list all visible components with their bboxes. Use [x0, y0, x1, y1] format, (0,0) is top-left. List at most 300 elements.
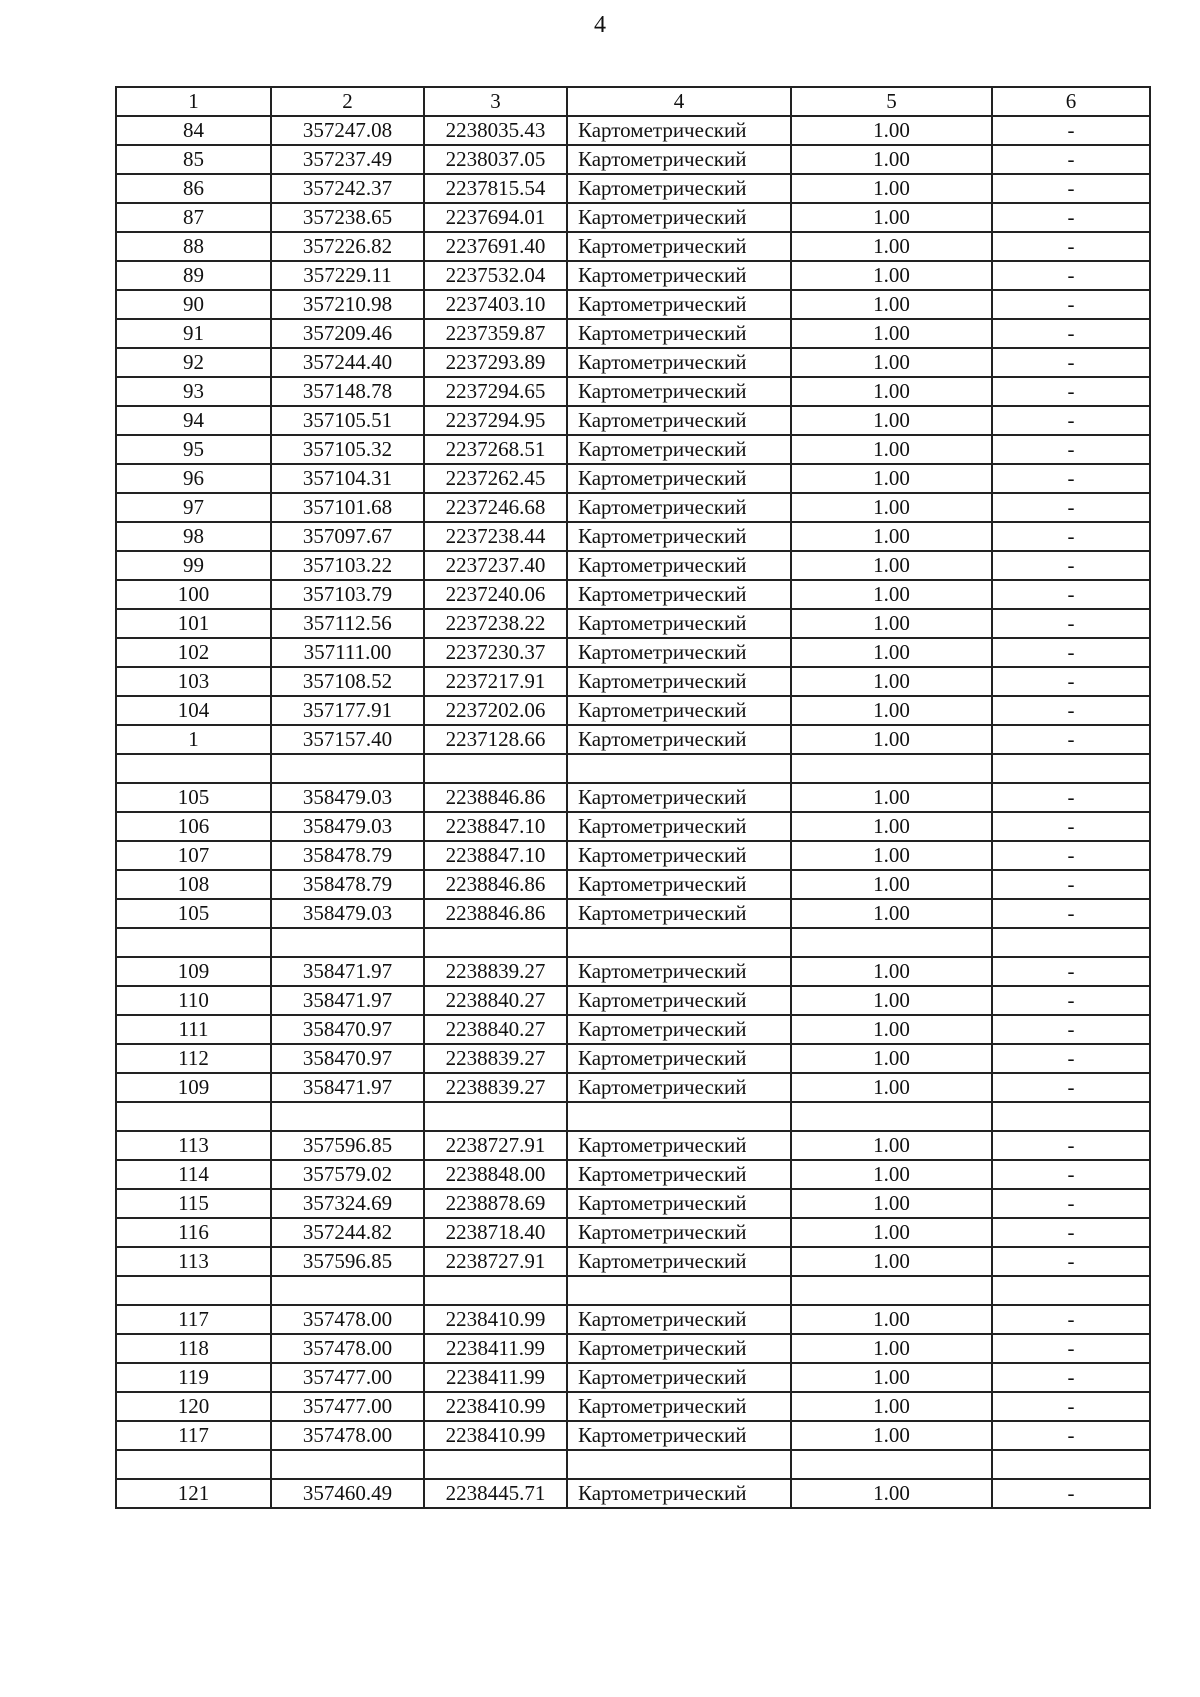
y-coordinate-cell: 2237262.45: [424, 464, 567, 493]
y-coordinate-cell: 2238411.99: [424, 1334, 567, 1363]
x-coordinate-cell: 358478.79: [271, 841, 424, 870]
accuracy-cell: [791, 1276, 992, 1305]
point-number-cell: 101: [116, 609, 271, 638]
point-number-cell: 98: [116, 522, 271, 551]
y-coordinate-cell: 2238718.40: [424, 1218, 567, 1247]
point-number-cell: 111: [116, 1015, 271, 1044]
point-number-cell: 117: [116, 1305, 271, 1334]
description-cell: -: [992, 290, 1150, 319]
y-coordinate-cell: 2237246.68: [424, 493, 567, 522]
method-cell: Картометрический: [567, 1189, 791, 1218]
y-coordinate-cell: 2238839.27: [424, 1044, 567, 1073]
x-coordinate-cell: 357157.40: [271, 725, 424, 754]
y-coordinate-cell: 2237268.51: [424, 435, 567, 464]
description-cell: -: [992, 986, 1150, 1015]
separator-row: [116, 1450, 1150, 1479]
accuracy-cell: [791, 928, 992, 957]
description-cell: -: [992, 1421, 1150, 1450]
method-cell: Картометрический: [567, 957, 791, 986]
table-row: [116, 609, 1150, 638]
table-row: [116, 290, 1150, 319]
table-row: [116, 1421, 1150, 1450]
method-cell: Картометрический: [567, 1305, 791, 1334]
y-coordinate-cell: 2237532.04: [424, 261, 567, 290]
description-cell: -: [992, 116, 1150, 145]
point-number-cell: 109: [116, 1073, 271, 1102]
accuracy-cell: 1.00: [791, 522, 992, 551]
x-coordinate-cell: 357229.11: [271, 261, 424, 290]
table-row: [116, 116, 1150, 145]
y-coordinate-cell: 2238410.99: [424, 1392, 567, 1421]
table-row: [116, 1247, 1150, 1276]
description-cell: -: [992, 725, 1150, 754]
point-number-cell: [116, 754, 271, 783]
table-row: [116, 667, 1150, 696]
accuracy-cell: 1.00: [791, 1421, 992, 1450]
accuracy-cell: 1.00: [791, 899, 992, 928]
accuracy-cell: 1.00: [791, 638, 992, 667]
x-coordinate-cell: 357237.49: [271, 145, 424, 174]
x-coordinate-cell: 358479.03: [271, 899, 424, 928]
x-coordinate-cell: 357244.82: [271, 1218, 424, 1247]
description-cell: -: [992, 1044, 1150, 1073]
x-coordinate-cell: 357460.49: [271, 1479, 424, 1508]
accuracy-cell: 1.00: [791, 812, 992, 841]
table-row: [116, 638, 1150, 667]
point-number-cell: 113: [116, 1247, 271, 1276]
accuracy-cell: 1.00: [791, 957, 992, 986]
x-coordinate-cell: 357112.56: [271, 609, 424, 638]
description-cell: -: [992, 1392, 1150, 1421]
y-coordinate-cell: 2238727.91: [424, 1247, 567, 1276]
y-coordinate-cell: 2237294.95: [424, 406, 567, 435]
point-number-cell: 109: [116, 957, 271, 986]
method-cell: Картометрический: [567, 609, 791, 638]
point-number-cell: [116, 1102, 271, 1131]
accuracy-cell: 1.00: [791, 1479, 992, 1508]
x-coordinate-cell: 357247.08: [271, 116, 424, 145]
table-row: [116, 1073, 1150, 1102]
point-number-cell: 90: [116, 290, 271, 319]
accuracy-cell: 1.00: [791, 783, 992, 812]
accuracy-cell: 1.00: [791, 493, 992, 522]
y-coordinate-cell: 2237237.40: [424, 551, 567, 580]
point-number-cell: 107: [116, 841, 271, 870]
point-number-cell: 1: [116, 725, 271, 754]
x-coordinate-cell: 357238.65: [271, 203, 424, 232]
accuracy-cell: 1.00: [791, 145, 992, 174]
point-number-cell: 117: [116, 1421, 271, 1450]
description-cell: -: [992, 812, 1150, 841]
description-cell: -: [992, 145, 1150, 174]
accuracy-cell: [791, 1450, 992, 1479]
point-number-cell: 114: [116, 1160, 271, 1189]
method-cell: Картометрический: [567, 1334, 791, 1363]
point-number-cell: 104: [116, 696, 271, 725]
table-row: [116, 1189, 1150, 1218]
x-coordinate-cell: 357478.00: [271, 1334, 424, 1363]
table-row: [116, 1218, 1150, 1247]
y-coordinate-cell: 2238846.86: [424, 870, 567, 899]
method-cell: Картометрический: [567, 1363, 791, 1392]
y-coordinate-cell: 2237815.54: [424, 174, 567, 203]
x-coordinate-cell: 357177.91: [271, 696, 424, 725]
method-cell: Картометрический: [567, 145, 791, 174]
point-number-cell: [116, 1276, 271, 1305]
x-coordinate-cell: 357104.31: [271, 464, 424, 493]
point-number-cell: 84: [116, 116, 271, 145]
x-coordinate-cell: [271, 1450, 424, 1479]
description-cell: -: [992, 319, 1150, 348]
x-coordinate-cell: 357101.68: [271, 493, 424, 522]
method-cell: Картометрический: [567, 841, 791, 870]
y-coordinate-cell: 2237230.37: [424, 638, 567, 667]
y-coordinate-cell: 2237217.91: [424, 667, 567, 696]
x-coordinate-cell: 357324.69: [271, 1189, 424, 1218]
y-coordinate-cell: 2238410.99: [424, 1421, 567, 1450]
point-number-cell: [116, 928, 271, 957]
description-cell: -: [992, 1218, 1150, 1247]
table-body: [116, 87, 1150, 1508]
y-coordinate-cell: 2237202.06: [424, 696, 567, 725]
description-cell: -: [992, 696, 1150, 725]
x-coordinate-cell: 358471.97: [271, 957, 424, 986]
table-row: [116, 1015, 1150, 1044]
method-cell: Картометрический: [567, 522, 791, 551]
description-cell: -: [992, 1247, 1150, 1276]
y-coordinate-cell: 2238848.00: [424, 1160, 567, 1189]
y-coordinate-cell: 2238847.10: [424, 812, 567, 841]
method-cell: Картометрический: [567, 1160, 791, 1189]
accuracy-cell: 1.00: [791, 116, 992, 145]
point-number-cell: 88: [116, 232, 271, 261]
description-cell: -: [992, 551, 1150, 580]
table-row: [116, 145, 1150, 174]
method-cell: Картометрический: [567, 1073, 791, 1102]
description-cell: -: [992, 957, 1150, 986]
description-cell: -: [992, 348, 1150, 377]
accuracy-cell: 1.00: [791, 696, 992, 725]
method-cell: Картометрический: [567, 435, 791, 464]
accuracy-cell: 1.00: [791, 1131, 992, 1160]
description-cell: -: [992, 261, 1150, 290]
point-number-cell: 99: [116, 551, 271, 580]
description-cell: -: [992, 203, 1150, 232]
accuracy-cell: 1.00: [791, 1305, 992, 1334]
y-coordinate-cell: 2238445.71: [424, 1479, 567, 1508]
point-number-cell: 95: [116, 435, 271, 464]
table-row: [116, 986, 1150, 1015]
table-row: [116, 406, 1150, 435]
point-number-cell: 91: [116, 319, 271, 348]
point-number-cell: 96: [116, 464, 271, 493]
accuracy-cell: 1.00: [791, 667, 992, 696]
table-row: [116, 261, 1150, 290]
table-row: [116, 696, 1150, 725]
point-number-cell: 102: [116, 638, 271, 667]
method-cell: Картометрический: [567, 1479, 791, 1508]
method-cell: Картометрический: [567, 203, 791, 232]
description-cell: [992, 754, 1150, 783]
accuracy-cell: 1.00: [791, 1247, 992, 1276]
method-cell: Картометрический: [567, 1392, 791, 1421]
y-coordinate-cell: 2237294.65: [424, 377, 567, 406]
description-cell: [992, 928, 1150, 957]
header-cell: 3: [424, 87, 567, 116]
method-cell: Картометрический: [567, 783, 791, 812]
y-coordinate-cell: 2238411.99: [424, 1363, 567, 1392]
separator-row: [116, 754, 1150, 783]
description-cell: -: [992, 1189, 1150, 1218]
accuracy-cell: 1.00: [791, 841, 992, 870]
y-coordinate-cell: 2238878.69: [424, 1189, 567, 1218]
table-row: [116, 377, 1150, 406]
description-cell: -: [992, 1073, 1150, 1102]
y-coordinate-cell: 2238846.86: [424, 899, 567, 928]
table-row: [116, 580, 1150, 609]
table-row: [116, 174, 1150, 203]
y-coordinate-cell: 2238847.10: [424, 841, 567, 870]
point-number-cell: 97: [116, 493, 271, 522]
table-row: [116, 1044, 1150, 1073]
accuracy-cell: 1.00: [791, 261, 992, 290]
method-cell: [567, 754, 791, 783]
header-cell: 2: [271, 87, 424, 116]
accuracy-cell: 1.00: [791, 1160, 992, 1189]
header-cell: 4: [567, 87, 791, 116]
x-coordinate-cell: 357111.00: [271, 638, 424, 667]
method-cell: Картометрический: [567, 464, 791, 493]
accuracy-cell: 1.00: [791, 1218, 992, 1247]
x-coordinate-cell: 357103.79: [271, 580, 424, 609]
x-coordinate-cell: [271, 928, 424, 957]
method-cell: Картометрический: [567, 493, 791, 522]
table-row: [116, 232, 1150, 261]
point-number-cell: 86: [116, 174, 271, 203]
table-row: [116, 435, 1150, 464]
table-row: [116, 812, 1150, 841]
y-coordinate-cell: 2238840.27: [424, 1015, 567, 1044]
method-cell: Картометрический: [567, 1044, 791, 1073]
description-cell: -: [992, 232, 1150, 261]
method-cell: Картометрический: [567, 319, 791, 348]
header-cell: 1: [116, 87, 271, 116]
point-number-cell: 119: [116, 1363, 271, 1392]
accuracy-cell: 1.00: [791, 1363, 992, 1392]
x-coordinate-cell: 358479.03: [271, 812, 424, 841]
accuracy-cell: 1.00: [791, 435, 992, 464]
accuracy-cell: 1.00: [791, 319, 992, 348]
y-coordinate-cell: 2238410.99: [424, 1305, 567, 1334]
table-row: [116, 1392, 1150, 1421]
method-cell: Картометрический: [567, 116, 791, 145]
x-coordinate-cell: 357105.51: [271, 406, 424, 435]
point-number-cell: 92: [116, 348, 271, 377]
description-cell: -: [992, 377, 1150, 406]
point-number-cell: 87: [116, 203, 271, 232]
point-number-cell: 85: [116, 145, 271, 174]
table-row: [116, 551, 1150, 580]
accuracy-cell: 1.00: [791, 580, 992, 609]
point-number-cell: 110: [116, 986, 271, 1015]
method-cell: Картометрический: [567, 551, 791, 580]
table-row: [116, 1131, 1150, 1160]
description-cell: -: [992, 899, 1150, 928]
table-row: [116, 348, 1150, 377]
method-cell: Картометрический: [567, 899, 791, 928]
page-number: 4: [594, 12, 606, 38]
y-coordinate-cell: 2238839.27: [424, 1073, 567, 1102]
method-cell: Картометрический: [567, 667, 791, 696]
point-number-cell: 106: [116, 812, 271, 841]
method-cell: Картометрический: [567, 725, 791, 754]
description-cell: -: [992, 435, 1150, 464]
x-coordinate-cell: 357210.98: [271, 290, 424, 319]
method-cell: Картометрический: [567, 174, 791, 203]
y-coordinate-cell: 2237359.87: [424, 319, 567, 348]
method-cell: Картометрический: [567, 696, 791, 725]
point-number-cell: 93: [116, 377, 271, 406]
x-coordinate-cell: 357596.85: [271, 1131, 424, 1160]
y-coordinate-cell: 2237403.10: [424, 290, 567, 319]
accuracy-cell: 1.00: [791, 870, 992, 899]
point-number-cell: 121: [116, 1479, 271, 1508]
y-coordinate-cell: 2237240.06: [424, 580, 567, 609]
x-coordinate-cell: [271, 1276, 424, 1305]
method-cell: Картометрический: [567, 870, 791, 899]
table-row: [116, 841, 1150, 870]
accuracy-cell: 1.00: [791, 348, 992, 377]
point-number-cell: 112: [116, 1044, 271, 1073]
accuracy-cell: 1.00: [791, 725, 992, 754]
x-coordinate-cell: 357242.37: [271, 174, 424, 203]
description-cell: -: [992, 609, 1150, 638]
y-coordinate-cell: 2238035.43: [424, 116, 567, 145]
method-cell: Картометрический: [567, 986, 791, 1015]
method-cell: Картометрический: [567, 290, 791, 319]
description-cell: -: [992, 493, 1150, 522]
point-number-cell: 105: [116, 783, 271, 812]
point-number-cell: 105: [116, 899, 271, 928]
x-coordinate-cell: 358479.03: [271, 783, 424, 812]
accuracy-cell: 1.00: [791, 986, 992, 1015]
method-cell: [567, 1450, 791, 1479]
y-coordinate-cell: 2237238.22: [424, 609, 567, 638]
table-row: [116, 725, 1150, 754]
y-coordinate-cell: 2237293.89: [424, 348, 567, 377]
table-row: [116, 493, 1150, 522]
description-cell: -: [992, 406, 1150, 435]
y-coordinate-cell: 2237694.01: [424, 203, 567, 232]
method-cell: Картометрический: [567, 638, 791, 667]
x-coordinate-cell: 357105.32: [271, 435, 424, 464]
accuracy-cell: 1.00: [791, 203, 992, 232]
y-coordinate-cell: [424, 1276, 567, 1305]
description-cell: -: [992, 870, 1150, 899]
x-coordinate-cell: 358471.97: [271, 1073, 424, 1102]
table-row: [116, 783, 1150, 812]
x-coordinate-cell: 357097.67: [271, 522, 424, 551]
description-cell: -: [992, 1334, 1150, 1363]
y-coordinate-cell: 2238727.91: [424, 1131, 567, 1160]
method-cell: Картометрический: [567, 1131, 791, 1160]
method-cell: Картометрический: [567, 406, 791, 435]
table-row: [116, 522, 1150, 551]
x-coordinate-cell: 358478.79: [271, 870, 424, 899]
method-cell: Картометрический: [567, 377, 791, 406]
accuracy-cell: 1.00: [791, 377, 992, 406]
point-number-cell: 89: [116, 261, 271, 290]
method-cell: [567, 928, 791, 957]
x-coordinate-cell: 357477.00: [271, 1392, 424, 1421]
method-cell: Картометрический: [567, 1421, 791, 1450]
x-coordinate-cell: 357244.40: [271, 348, 424, 377]
x-coordinate-cell: 357209.46: [271, 319, 424, 348]
y-coordinate-cell: [424, 928, 567, 957]
description-cell: [992, 1102, 1150, 1131]
x-coordinate-cell: 357148.78: [271, 377, 424, 406]
header-cell: 5: [791, 87, 992, 116]
point-number-cell: 120: [116, 1392, 271, 1421]
method-cell: Картометрический: [567, 348, 791, 377]
method-cell: Картометрический: [567, 1218, 791, 1247]
x-coordinate-cell: 357108.52: [271, 667, 424, 696]
separator-row: [116, 928, 1150, 957]
method-cell: [567, 1276, 791, 1305]
accuracy-cell: 1.00: [791, 232, 992, 261]
accuracy-cell: 1.00: [791, 406, 992, 435]
table-row: [116, 319, 1150, 348]
y-coordinate-cell: 2237238.44: [424, 522, 567, 551]
table-row: [116, 203, 1150, 232]
accuracy-cell: 1.00: [791, 464, 992, 493]
point-number-cell: [116, 1450, 271, 1479]
description-cell: -: [992, 1015, 1150, 1044]
point-number-cell: 94: [116, 406, 271, 435]
method-cell: Картометрический: [567, 261, 791, 290]
method-cell: Картометрический: [567, 812, 791, 841]
description-cell: -: [992, 638, 1150, 667]
method-cell: Картометрический: [567, 232, 791, 261]
point-number-cell: 115: [116, 1189, 271, 1218]
method-cell: Картометрический: [567, 580, 791, 609]
description-cell: -: [992, 1479, 1150, 1508]
x-coordinate-cell: 358470.97: [271, 1044, 424, 1073]
description-cell: [992, 1450, 1150, 1479]
point-number-cell: 108: [116, 870, 271, 899]
description-cell: -: [992, 841, 1150, 870]
accuracy-cell: 1.00: [791, 290, 992, 319]
coordinates-table: [115, 86, 1151, 1509]
x-coordinate-cell: 357478.00: [271, 1305, 424, 1334]
table-row: [116, 1479, 1150, 1508]
y-coordinate-cell: 2238037.05: [424, 145, 567, 174]
point-number-cell: 103: [116, 667, 271, 696]
x-coordinate-cell: 357478.00: [271, 1421, 424, 1450]
method-cell: [567, 1102, 791, 1131]
x-coordinate-cell: 357103.22: [271, 551, 424, 580]
accuracy-cell: 1.00: [791, 551, 992, 580]
header-cell: 6: [992, 87, 1150, 116]
x-coordinate-cell: 357579.02: [271, 1160, 424, 1189]
accuracy-cell: 1.00: [791, 1392, 992, 1421]
table-row: [116, 899, 1150, 928]
accuracy-cell: 1.00: [791, 1044, 992, 1073]
x-coordinate-cell: [271, 754, 424, 783]
description-cell: -: [992, 580, 1150, 609]
table-row: [116, 1334, 1150, 1363]
x-coordinate-cell: 357226.82: [271, 232, 424, 261]
